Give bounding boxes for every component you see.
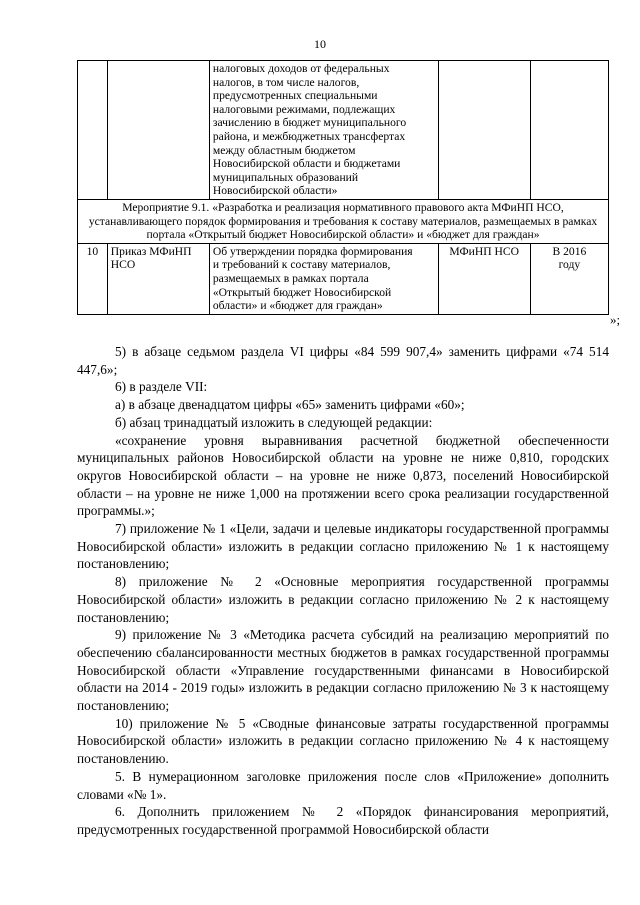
paragraph: 8) приложение № 2 «Основные мероприятия государственной программы Новосибирской области» изложить в редакции согласно приложению № 2 к настоящему постановлению; (77, 574, 609, 625)
executor-cell: МФиНП НСО (438, 243, 530, 314)
paragraph: 5) в абзаце седьмом раздела VI цифры «84 599 907,4» заменить цифрами «74 514 447,6»; (77, 344, 609, 377)
paragraph: 5. В нумерационном заголовке приложения после слов «Приложение» дополнить словами «№ 1». (77, 768, 609, 802)
row-number-cell: 10 (78, 243, 108, 314)
table-cell (78, 61, 108, 200)
table-cell (530, 61, 608, 200)
table-cell (107, 61, 209, 200)
paragraph: «сохранение уровня выравнивания расчетной бюджетной обеспеченности муниципальных районов Новосибирской области на уровне не ниже 0,810, городских округов Новосибирской области – на уровне не ниже 0,873, поселений Новосибирской области – на уровне не ниже 1,000 на протяжении всего срока реализации государственной программы.»; (77, 432, 609, 519)
description-cell: Об утверждении порядка формирования и требований к составу материалов, размещаемых в рамках портала «Открытый бюджет Новосибирской области» и «бюджет для граждан» (209, 243, 438, 314)
paragraph: 7) приложение № 1 «Цели, задачи и целевые индикаторы государственной программы Новосибирской области» изложить в редакции согласно приложению № 1 к настоящему постановлению; (77, 521, 609, 572)
table-row-10 (78, 243, 609, 314)
paragraph: 10) приложение № 5 «Сводные финансовые затраты государственной программы Новосибирской области» изложить в редакции согласно приложению № 4 к настоящему постановлению. (77, 715, 609, 767)
term-cell: В 2016 году (530, 243, 608, 314)
table-closing-quote: »; (610, 312, 621, 327)
measures-table (77, 60, 609, 315)
measure-heading-cell: Мероприятие 9.1. «Разработка и реализация нормативного правового акта МФиНП НСО, устанавливающего порядок формирования и требования к составу материалов, размещаемых в рамках портала «Открытый бюджет Новосибирской области» и «бюджет для граждан» (78, 199, 609, 243)
paragraph: 9) приложение № 3 «Методика расчета субсидий на реализацию мероприятий по обеспечению сбалансированности местных бюджетов в рамках государственной программы Новосибирской области «Управление государственными финансами в Новосибирской области на 2014 - 2019 годы» изложить в редакции согласно приложению № 3 к настоящему постановлению; (77, 627, 609, 714)
table-row-measure-9-1 (78, 199, 609, 243)
page-number: 10 (314, 37, 326, 51)
paragraph: 6. Дополнить приложением № 2 «Порядок финансирования мероприятий, предусмотренных государственной программой Новосибирской области (77, 804, 609, 837)
table-cell (438, 61, 530, 200)
paragraph: 6) в разделе VII: (115, 379, 208, 395)
document-type-cell: Приказ МФиНП НСО (107, 243, 209, 314)
table-cell-description: налоговых доходов от федеральных налогов, в том числе налогов, предусмотренных специальными налоговыми режимами, подлежащих зачислению в бюджет муниципального района, и межбюджетных трансфертах между областным бюджетом Новосибирской области и бюджетами муниципальных образований Новосибирской области» (209, 61, 438, 200)
table-row-continuation (78, 61, 609, 200)
paragraph: а) в абзаце двенадцатом цифры «65» заменить цифрами «60»; (115, 397, 465, 413)
document-body (77, 343, 609, 839)
paragraph: б) абзац тринадцатый изложить в следующей редакции: (115, 414, 433, 430)
